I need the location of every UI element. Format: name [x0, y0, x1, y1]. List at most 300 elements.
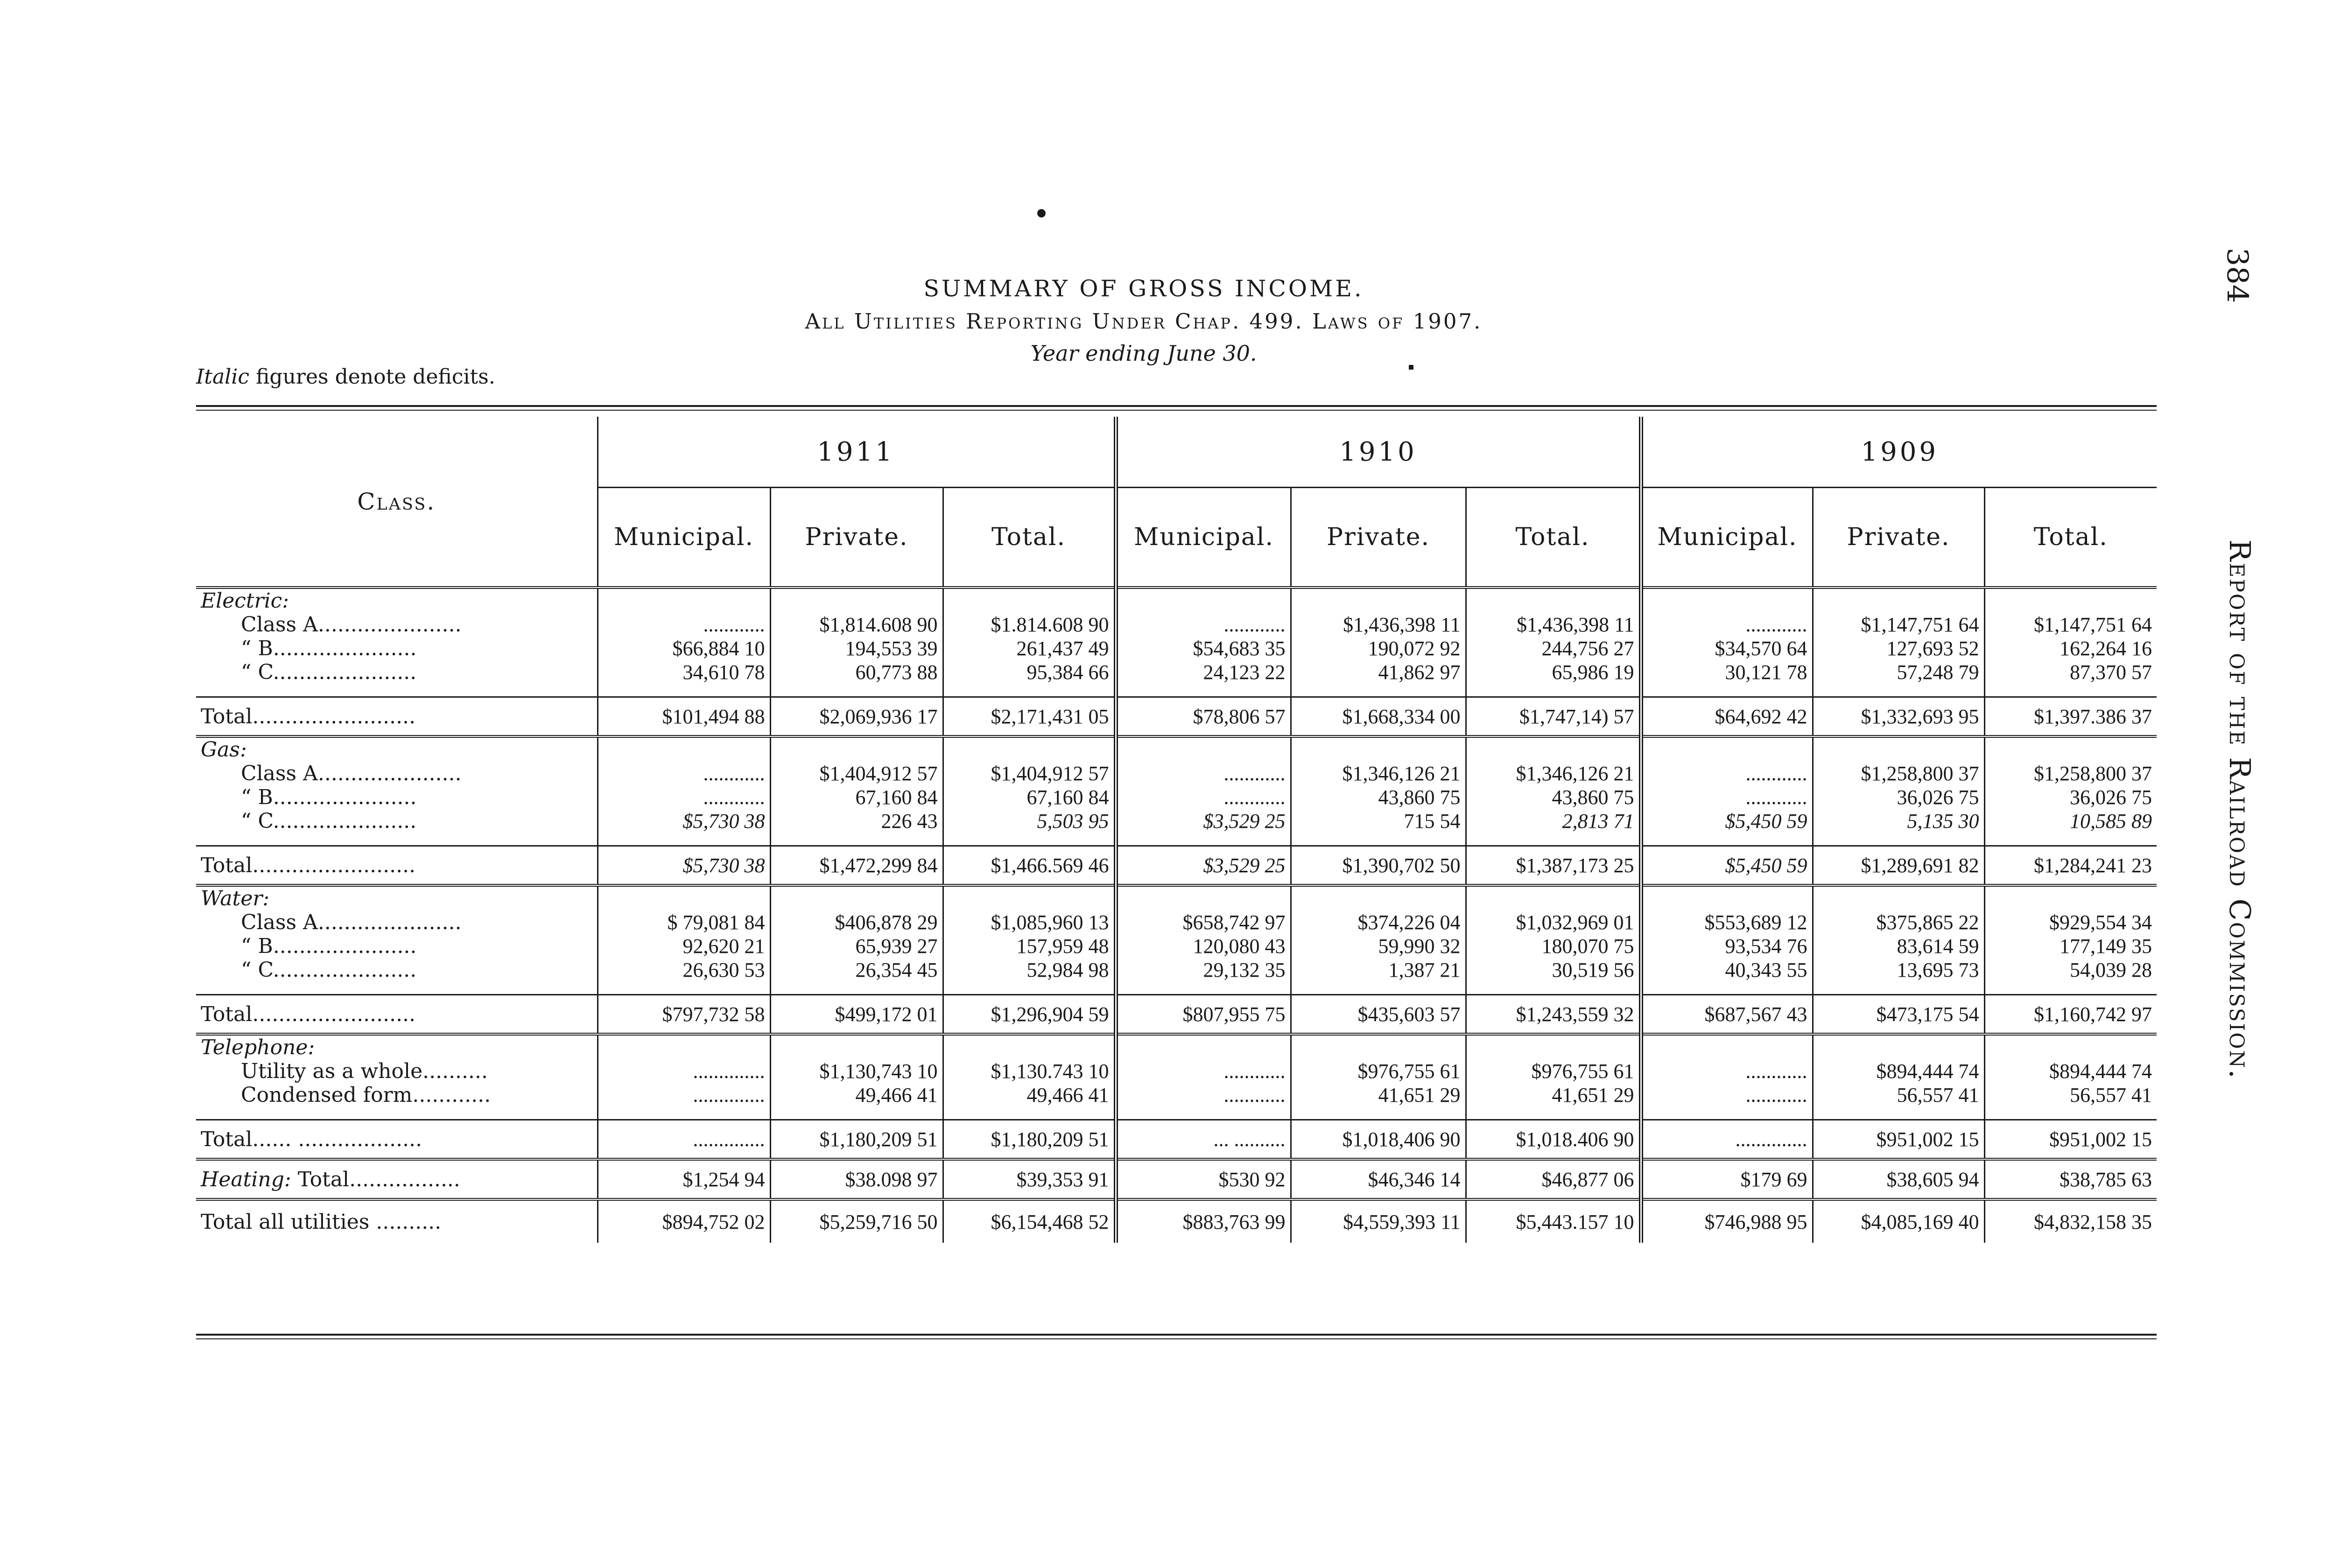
spacer-cell — [1466, 1034, 1641, 1059]
value-cell: 65,939 27 — [770, 934, 943, 958]
value-cell: $1,346,126 21 — [1291, 762, 1466, 785]
value-cell: 49,466 41 — [943, 1083, 1116, 1107]
value-cell: $499,172 01 — [770, 995, 943, 1035]
value-cell: .............. — [598, 1120, 770, 1160]
value-cell: $553,689 12 — [1641, 910, 1813, 934]
page-title: SUMMARY OF GROSS INCOME. — [923, 275, 1364, 302]
spacer-cell — [1641, 1034, 1813, 1059]
total-row — [196, 697, 2157, 737]
value-cell: 95,384 66 — [943, 660, 1116, 684]
value-cell: $375,865 22 — [1813, 910, 1984, 934]
value-cell: ............ — [1641, 1059, 1813, 1083]
table-row — [196, 762, 2157, 785]
spacer-cell — [1641, 885, 1813, 910]
spacer-cell — [598, 833, 770, 846]
gross-income-table — [196, 417, 2157, 1243]
value-cell: 1,387 21 — [1291, 958, 1466, 982]
value-cell: ............ — [1116, 1059, 1291, 1083]
value-cell: $1,466.569 46 — [943, 846, 1116, 886]
table-row — [196, 910, 2157, 934]
spacer-cell — [770, 588, 943, 613]
value-cell: $1,243,559 32 — [1466, 995, 1641, 1035]
page-subtitle: All Utilities Reporting Under Chap. 499. Laws of 1907. — [805, 309, 1483, 334]
value-cell: 56,557 41 — [1813, 1083, 1984, 1107]
subcol-municipal: Municipal. — [598, 488, 770, 588]
value-cell: $1,296,904 59 — [943, 995, 1116, 1035]
value-cell: $1,668,334 00 — [1291, 697, 1466, 737]
table-row — [196, 958, 2157, 982]
value-cell: $1,160,742 97 — [1984, 995, 2157, 1035]
value-cell: $807,955 75 — [1116, 995, 1291, 1035]
value-cell: $38.098 97 — [770, 1159, 943, 1199]
spacer-cell — [770, 1107, 943, 1120]
row-label: Utility as a whole.......... — [241, 1059, 488, 1083]
value-cell: $435,603 57 — [1291, 995, 1466, 1035]
spacer-cell — [598, 1034, 770, 1059]
value-cell: $1.814.608 90 — [943, 613, 1116, 637]
subcol-total: Total. — [943, 488, 1116, 588]
spacer-cell — [598, 588, 770, 613]
group-heading-row — [196, 885, 2157, 910]
table-body — [196, 588, 2157, 1243]
value-cell: $530 92 — [1116, 1159, 1291, 1199]
subcol-private: Private. — [770, 488, 943, 588]
table-row — [196, 613, 2157, 637]
subcol-total: Total. — [1984, 488, 2157, 588]
top-rule — [196, 405, 2157, 407]
value-cell: 157,959 48 — [943, 934, 1116, 958]
spacer-cell — [770, 736, 943, 762]
value-cell: $64,692 42 — [1641, 697, 1813, 737]
value-cell: 43,860 75 — [1291, 785, 1466, 809]
subcol-municipal: Municipal. — [1116, 488, 1291, 588]
group-name: Telephone: — [201, 1036, 315, 1059]
value-cell: $5,443.157 10 — [1466, 1199, 1641, 1243]
spacer-cell — [1813, 1107, 1984, 1120]
value-cell: $4,559,393 11 — [1291, 1199, 1466, 1243]
value-cell: ............ — [598, 785, 770, 809]
value-cell: ............ — [1641, 785, 1813, 809]
value-cell: 49,466 41 — [770, 1083, 943, 1107]
value-cell: 92,620 21 — [598, 934, 770, 958]
value-cell: 87,370 57 — [1984, 660, 2157, 684]
deficit-note — [196, 365, 495, 389]
spacer-cell — [770, 684, 943, 697]
value-cell: $39,353 91 — [943, 1159, 1116, 1199]
value-cell: 127,693 52 — [1813, 637, 1984, 660]
bottom-rule — [196, 1334, 2157, 1336]
value-cell: $1,130,743 10 — [770, 1059, 943, 1083]
table-row — [196, 1059, 2157, 1083]
table-row — [196, 785, 2157, 809]
spacer-cell — [196, 684, 598, 697]
row-label: Total all utilities .......... — [201, 1210, 442, 1234]
value-cell: $179 69 — [1641, 1159, 1813, 1199]
value-cell: $473,175 54 — [1813, 995, 1984, 1035]
spacer-cell — [598, 1107, 770, 1120]
grand-total-row — [196, 1199, 2157, 1243]
running-head: Report of the Railroad Commission. — [2223, 539, 2257, 1080]
spacer-cell — [1466, 588, 1641, 613]
spacer-cell — [1984, 1034, 2157, 1059]
group-name: Water: — [201, 887, 270, 910]
value-cell: 194,553 39 — [770, 637, 943, 660]
value-cell: $894,752 02 — [598, 1199, 770, 1243]
value-cell: $3,529 25 — [1116, 809, 1291, 833]
page-number: 384 — [2221, 247, 2255, 303]
value-cell: $1,180,209 51 — [770, 1120, 943, 1160]
spacer-cell — [1291, 1034, 1466, 1059]
value-cell: $1,814.608 90 — [770, 613, 943, 637]
spacer-cell — [1116, 885, 1291, 910]
value-cell: 36,026 75 — [1813, 785, 1984, 809]
row-label: Class A...................... — [241, 762, 462, 785]
value-cell: .............. — [598, 1083, 770, 1107]
value-cell: $1,346,126 21 — [1466, 762, 1641, 785]
value-cell: 180,070 75 — [1466, 934, 1641, 958]
value-cell: $66,884 10 — [598, 637, 770, 660]
spacer-cell — [943, 588, 1116, 613]
value-cell: ............ — [598, 762, 770, 785]
value-cell: $1,436,398 11 — [1466, 613, 1641, 637]
year-header-1909: 1909 — [1641, 417, 2157, 488]
spacer-cell — [598, 885, 770, 910]
value-cell: $46,877 06 — [1466, 1159, 1641, 1199]
spacer-cell — [770, 885, 943, 910]
spacer-cell — [1984, 885, 2157, 910]
value-cell: 34,610 78 — [598, 660, 770, 684]
value-cell: $ 79,081 84 — [598, 910, 770, 934]
spacer-row — [196, 684, 2157, 697]
group-name: Electric: — [201, 589, 289, 613]
value-cell: 67,160 84 — [770, 785, 943, 809]
spacer-cell — [1984, 982, 2157, 995]
year-ending-line: Year ending June 30. — [1030, 341, 1257, 366]
value-cell: 162,264 16 — [1984, 637, 2157, 660]
value-cell: 60,773 88 — [770, 660, 943, 684]
spacer-cell — [598, 982, 770, 995]
value-cell: $1,436,398 11 — [1291, 613, 1466, 637]
value-cell: $3,529 25 — [1116, 846, 1291, 886]
spacer-cell — [943, 833, 1116, 846]
value-cell: 30,519 56 — [1466, 958, 1641, 982]
row-label: Total......................... — [196, 995, 598, 1035]
spacer-cell — [1466, 885, 1641, 910]
value-cell: 226 43 — [770, 809, 943, 833]
bullet-mark — [1037, 209, 1046, 217]
value-cell: 52,984 98 — [943, 958, 1116, 982]
value-cell: $1,147,751 64 — [1984, 613, 2157, 637]
spacer-cell — [1116, 982, 1291, 995]
subcol-municipal: Municipal. — [1641, 488, 1813, 588]
value-cell: $406,878 29 — [770, 910, 943, 934]
value-cell: 83,614 59 — [1813, 934, 1984, 958]
value-cell: $5,450 59 — [1641, 809, 1813, 833]
spacer-cell — [1641, 833, 1813, 846]
value-cell: .............. — [1641, 1120, 1813, 1160]
table-row — [196, 637, 2157, 660]
spacer-cell — [1813, 736, 1984, 762]
row-label: “ C...................... — [241, 660, 417, 684]
row-label: “ B...................... — [241, 934, 417, 958]
value-cell: ............ — [1641, 762, 1813, 785]
value-cell: ............ — [598, 613, 770, 637]
value-cell: $1,404,912 57 — [770, 762, 943, 785]
total-row — [196, 995, 2157, 1035]
year-header-1910: 1910 — [1116, 417, 1641, 488]
spacer-cell — [1291, 1107, 1466, 1120]
value-cell: 29,132 35 — [1116, 958, 1291, 982]
spacer-cell — [1641, 684, 1813, 697]
value-cell: $101,494 88 — [598, 697, 770, 737]
spacer-cell — [943, 684, 1116, 697]
value-cell: ............ — [1641, 613, 1813, 637]
value-cell: $1,254 94 — [598, 1159, 770, 1199]
value-cell: .............. — [598, 1059, 770, 1083]
value-cell: 40,343 55 — [1641, 958, 1813, 982]
value-cell: 190,072 92 — [1291, 637, 1466, 660]
row-label: Class A...................... — [241, 613, 462, 637]
value-cell: $883,763 99 — [1116, 1199, 1291, 1243]
spacer-cell — [598, 684, 770, 697]
bottom-rule-thin — [196, 1338, 2157, 1339]
value-cell: $4,832,158 35 — [1984, 1199, 2157, 1243]
value-cell: $1,032,969 01 — [1466, 910, 1641, 934]
group-heading-row — [196, 736, 2157, 762]
value-cell: $1,085,960 13 — [943, 910, 1116, 934]
row-label: Total...... ................... — [196, 1120, 598, 1160]
value-cell: $1,018.406 90 — [1466, 1120, 1641, 1160]
heating-total-label: Total................. — [291, 1167, 460, 1191]
value-cell: 54,039 28 — [1984, 958, 2157, 982]
value-cell: $2,171,431 05 — [943, 697, 1116, 737]
row-label: Total......................... — [196, 697, 598, 737]
value-cell: 13,695 73 — [1813, 958, 1984, 982]
value-cell: $1,747,14) 57 — [1466, 697, 1641, 737]
spacer-cell — [1116, 736, 1291, 762]
value-cell: ............ — [1116, 762, 1291, 785]
value-cell: 30,121 78 — [1641, 660, 1813, 684]
row-label: Total......................... — [196, 846, 598, 886]
value-cell: 715 54 — [1291, 809, 1466, 833]
spacer-cell — [1466, 736, 1641, 762]
row-label — [196, 1159, 598, 1199]
value-cell: $6,154,468 52 — [943, 1199, 1116, 1243]
spacer-cell — [1291, 736, 1466, 762]
total-row — [196, 1120, 2157, 1160]
spacer-cell — [196, 833, 598, 846]
value-cell: $1,390,702 50 — [1291, 846, 1466, 886]
spacer-cell — [770, 982, 943, 995]
spacer-cell — [1291, 833, 1466, 846]
value-cell: $78,806 57 — [1116, 697, 1291, 737]
deficit-note-text: figures denote deficits. — [249, 365, 495, 389]
value-cell: $746,988 95 — [1641, 1199, 1813, 1243]
value-cell: $951,002 15 — [1984, 1120, 2157, 1160]
spacer-cell — [1984, 1107, 2157, 1120]
spacer-cell — [1116, 833, 1291, 846]
spacer-cell — [1466, 1107, 1641, 1120]
value-cell: 120,080 43 — [1116, 934, 1291, 958]
value-cell: $797,732 58 — [598, 995, 770, 1035]
value-cell: $1,404,912 57 — [943, 762, 1116, 785]
spacer-cell — [1291, 684, 1466, 697]
value-cell: $38,605 94 — [1813, 1159, 1984, 1199]
value-cell: $929,554 34 — [1984, 910, 2157, 934]
spacer-cell — [1813, 885, 1984, 910]
value-cell: $1,130.743 10 — [943, 1059, 1116, 1083]
spacer-cell — [1466, 684, 1641, 697]
spacer-cell — [943, 736, 1116, 762]
value-cell: ............ — [1641, 1083, 1813, 1107]
row-label: “ B...................... — [241, 637, 417, 660]
spacer-cell — [1466, 982, 1641, 995]
value-cell: $46,346 14 — [1291, 1159, 1466, 1199]
spacer-cell — [1466, 833, 1641, 846]
spacer-cell — [196, 982, 598, 995]
value-cell: 41,651 29 — [1466, 1083, 1641, 1107]
spacer-cell — [1116, 684, 1291, 697]
value-cell: $894,444 74 — [1984, 1059, 2157, 1083]
group-heading-row — [196, 588, 2157, 613]
table-row — [196, 1083, 2157, 1107]
value-cell: $1,289,691 82 — [1813, 846, 1984, 886]
spacer-cell — [1116, 1107, 1291, 1120]
value-cell: ... .......... — [1116, 1120, 1291, 1160]
value-cell: $2,069,936 17 — [770, 697, 943, 737]
value-cell: $4,085,169 40 — [1813, 1199, 1984, 1243]
value-cell: $1,258,800 37 — [1813, 762, 1984, 785]
spacer-cell — [1116, 1034, 1291, 1059]
spacer-cell — [1984, 833, 2157, 846]
spacer-cell — [943, 885, 1116, 910]
row-label: Class A...................... — [241, 910, 462, 934]
value-cell: 177,149 35 — [1984, 934, 2157, 958]
value-cell: 26,630 53 — [598, 958, 770, 982]
value-cell: 244,756 27 — [1466, 637, 1641, 660]
value-cell: $1,018,406 90 — [1291, 1120, 1466, 1160]
value-cell: $5,259,716 50 — [770, 1199, 943, 1243]
subcol-total: Total. — [1466, 488, 1641, 588]
spacer-cell — [1984, 736, 2157, 762]
value-cell: 57,248 79 — [1813, 660, 1984, 684]
value-cell: $374,226 04 — [1291, 910, 1466, 934]
group-heading-row — [196, 1034, 2157, 1059]
value-cell: $1,258,800 37 — [1984, 762, 2157, 785]
value-cell: $976,755 61 — [1291, 1059, 1466, 1083]
spacer-cell — [1813, 588, 1984, 613]
heating-total-row — [196, 1159, 2157, 1199]
spacer-cell — [1813, 982, 1984, 995]
row-label: “ C...................... — [241, 958, 417, 982]
spacer-cell — [1291, 982, 1466, 995]
deficit-note-italic: Italic — [196, 365, 250, 389]
spacer-cell — [1641, 982, 1813, 995]
value-cell: 24,123 22 — [1116, 660, 1291, 684]
table-row — [196, 934, 2157, 958]
spacer-cell — [1116, 588, 1291, 613]
value-cell: ............ — [1116, 785, 1291, 809]
value-cell: $1,387,173 25 — [1466, 846, 1641, 886]
spacer-cell — [1984, 684, 2157, 697]
spacer-cell — [1291, 588, 1466, 613]
value-cell: $38,785 63 — [1984, 1159, 2157, 1199]
value-cell: ............ — [1116, 1083, 1291, 1107]
value-cell: 65,986 19 — [1466, 660, 1641, 684]
value-cell: 56,557 41 — [1984, 1083, 2157, 1107]
table-row — [196, 660, 2157, 684]
value-cell: 36,026 75 — [1984, 785, 2157, 809]
value-cell: 2,813 71 — [1466, 809, 1641, 833]
value-cell: $894,444 74 — [1813, 1059, 1984, 1083]
spacer-cell — [1813, 833, 1984, 846]
value-cell: $1,147,751 64 — [1813, 613, 1984, 637]
value-cell: 261,437 49 — [943, 637, 1116, 660]
value-cell: 59,990 32 — [1291, 934, 1466, 958]
spacer-cell — [598, 736, 770, 762]
value-cell: $1,472,299 84 — [770, 846, 943, 886]
top-rule-thin — [196, 410, 2157, 411]
value-cell: 67,160 84 — [943, 785, 1116, 809]
spacer-row — [196, 982, 2157, 995]
value-cell: $687,567 43 — [1641, 995, 1813, 1035]
value-cell: $34,570 64 — [1641, 637, 1813, 660]
value-cell: 43,860 75 — [1466, 785, 1641, 809]
spacer-cell — [770, 833, 943, 846]
value-cell: $5,730 38 — [598, 809, 770, 833]
spacer-cell — [943, 982, 1116, 995]
value-cell: $1,180,209 51 — [943, 1120, 1116, 1160]
spacer-cell — [770, 1034, 943, 1059]
value-cell: $1,284,241 23 — [1984, 846, 2157, 886]
spacer-cell — [943, 1034, 1116, 1059]
value-cell: $658,742 97 — [1116, 910, 1291, 934]
value-cell: 5,503 95 — [943, 809, 1116, 833]
value-cell: 26,354 45 — [770, 958, 943, 982]
row-label: “ C...................... — [241, 809, 417, 833]
total-row — [196, 846, 2157, 886]
value-cell: 41,651 29 — [1291, 1083, 1466, 1107]
subcol-private: Private. — [1291, 488, 1466, 588]
spacer-row — [196, 833, 2157, 846]
value-cell: ............ — [1116, 613, 1291, 637]
value-cell: 10,585 89 — [1984, 809, 2157, 833]
value-cell: 5,135 30 — [1813, 809, 1984, 833]
spacer-cell — [1291, 885, 1466, 910]
spacer-cell — [1641, 588, 1813, 613]
value-cell: $54,683 35 — [1116, 637, 1291, 660]
group-name: Heating: — [201, 1167, 291, 1191]
value-cell: $5,450 59 — [1641, 846, 1813, 886]
spacer-cell — [1813, 684, 1984, 697]
class-column-header: Class. — [196, 417, 598, 588]
spacer-cell — [1813, 1034, 1984, 1059]
value-cell: $976,755 61 — [1466, 1059, 1641, 1083]
value-cell: $951,002 15 — [1813, 1120, 1984, 1160]
value-cell: 93,534 76 — [1641, 934, 1813, 958]
spacer-cell — [1984, 588, 2157, 613]
table-row — [196, 809, 2157, 833]
spacer-cell — [943, 1107, 1116, 1120]
spacer-cell — [1641, 1107, 1813, 1120]
subcol-private: Private. — [1813, 488, 1984, 588]
value-cell: $5,730 38 — [598, 846, 770, 886]
spacer-row — [196, 1107, 2157, 1120]
spacer-cell — [1641, 736, 1813, 762]
row-label: “ B...................... — [241, 785, 417, 809]
value-cell: $1,397.386 37 — [1984, 697, 2157, 737]
value-cell: $1,332,693 95 — [1813, 697, 1984, 737]
